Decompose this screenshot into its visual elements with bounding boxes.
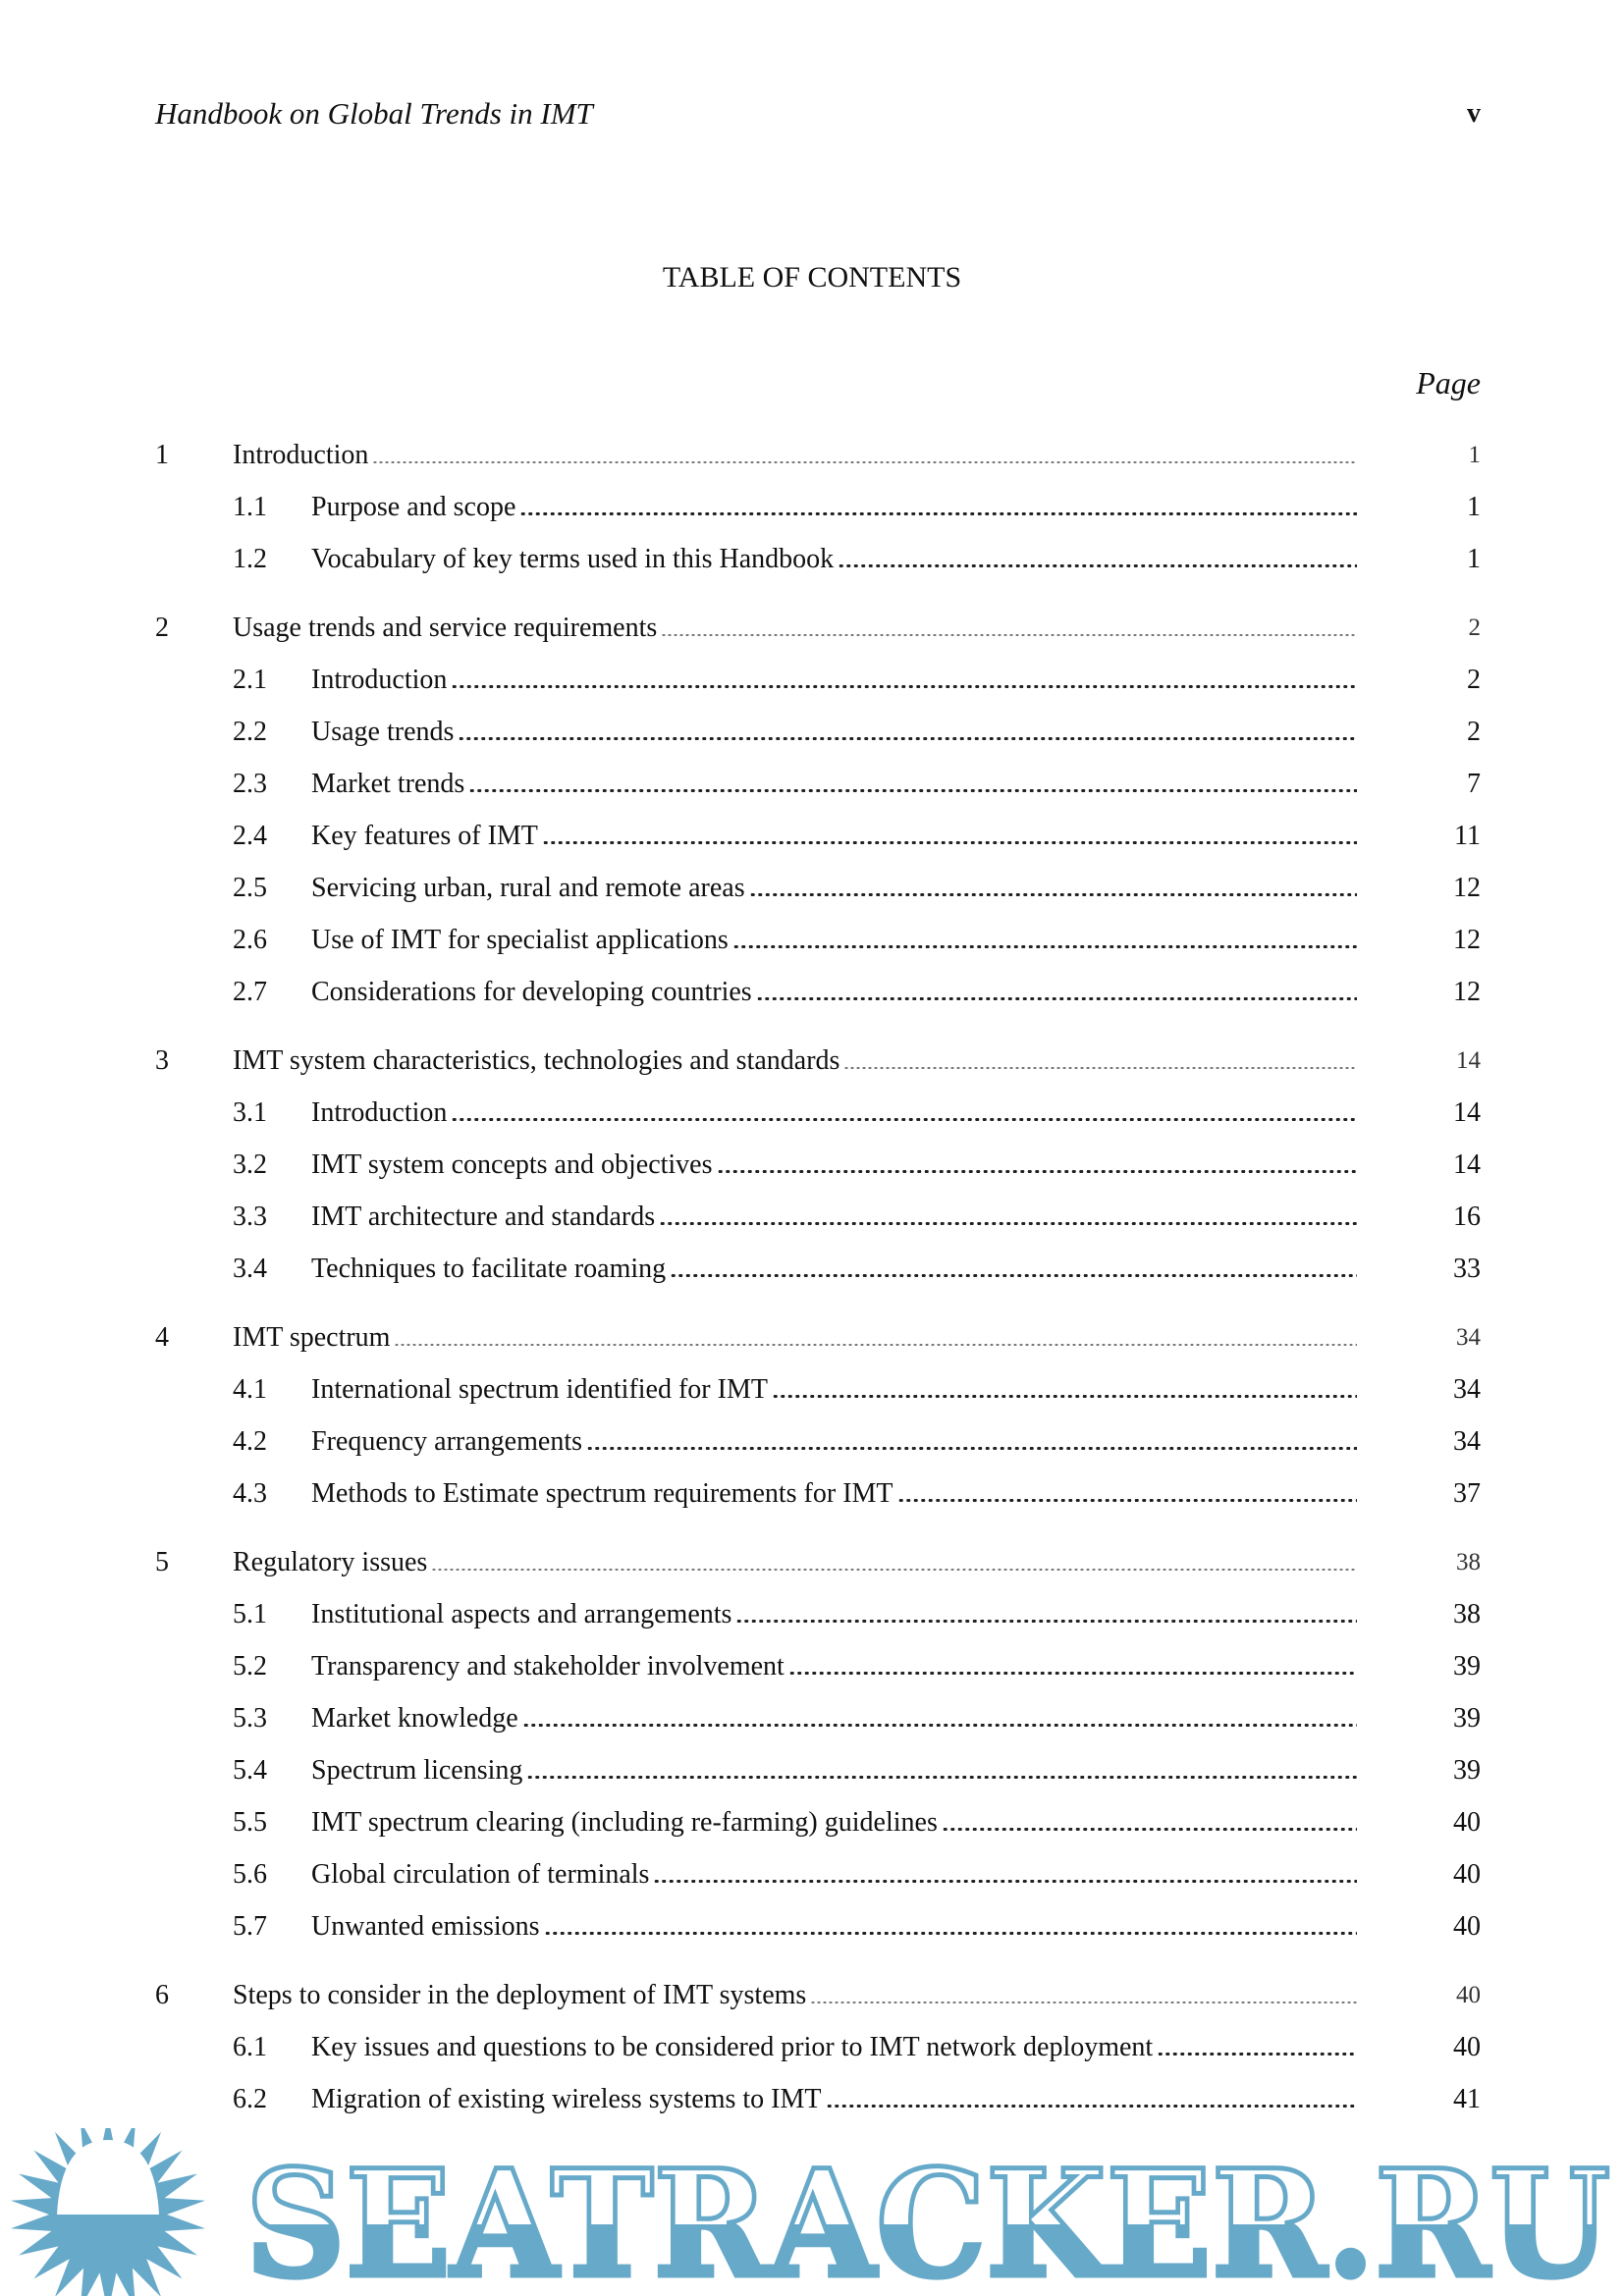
entry-number: 2.6	[233, 924, 267, 955]
dot-leader	[843, 1067, 1357, 1069]
entry-number: 5.4	[233, 1754, 267, 1786]
toc-subsection-entry[interactable]	[155, 1415, 1481, 1468]
toc-chapter-entry[interactable]	[155, 429, 1481, 481]
entry-page: 40	[1453, 1858, 1481, 1890]
toc-chapter-entry[interactable]	[155, 602, 1481, 654]
entry-page: 34	[1453, 1425, 1481, 1457]
toc-subsection-entry[interactable]	[155, 1139, 1481, 1191]
entry-title: IMT architecture and standards	[311, 1201, 656, 1232]
entry-title: Steps to consider in the deployment of IMT systems	[233, 1979, 807, 2010]
entry-page: 14	[1456, 1046, 1481, 1074]
entry-page: 39	[1453, 1754, 1481, 1786]
table-of-contents	[155, 429, 1481, 2142]
entry-title: Considerations for developing countries	[311, 976, 752, 1007]
dot-leader	[1157, 2053, 1357, 2056]
toc-subsection-entry[interactable]	[155, 1191, 1481, 1243]
entry-page: 12	[1453, 924, 1481, 955]
entry-page: 2	[1468, 614, 1481, 641]
entry-title: IMT spectrum	[233, 1321, 391, 1353]
toc-subsection-entry[interactable]	[155, 1243, 1481, 1295]
entry-number: 3.3	[233, 1201, 267, 1232]
entry-title: Institutional aspects and arrangements	[311, 1598, 732, 1629]
entry-number: 2	[155, 612, 169, 643]
toc-subsection-entry[interactable]	[155, 1087, 1481, 1139]
dot-leader	[451, 685, 1357, 688]
dot-leader	[458, 737, 1357, 740]
dot-leader	[735, 1620, 1357, 1623]
toc-subsection-entry[interactable]	[155, 914, 1481, 966]
entry-title: IMT system concepts and objectives	[311, 1148, 713, 1180]
entry-page: 39	[1453, 1650, 1481, 1682]
entry-page: 14	[1453, 1096, 1481, 1128]
entry-title: Usage trends	[311, 716, 455, 747]
entry-page: 40	[1453, 2031, 1481, 2062]
toc-chapter-entry[interactable]	[155, 1311, 1481, 1363]
entry-title: Spectrum licensing	[311, 1754, 523, 1786]
dot-leader	[526, 1776, 1357, 1779]
entry-number: 4.1	[233, 1373, 267, 1405]
toc-section	[155, 602, 1481, 1018]
entry-title: Frequency arrangements	[311, 1425, 582, 1457]
toc-subsection-entry[interactable]	[155, 810, 1481, 862]
entry-title: Key issues and questions to be considered prior to IMT network deployment	[311, 2031, 1154, 2062]
dot-leader	[372, 461, 1357, 463]
entry-number: 2.1	[233, 664, 267, 695]
entry-title: Methods to Estimate spectrum requirements for IMT	[311, 1477, 893, 1509]
entry-number: 3	[155, 1044, 169, 1076]
entry-number: 6.2	[233, 2083, 267, 2114]
entry-number: 2.5	[233, 872, 267, 903]
entry-number: 3.2	[233, 1148, 267, 1180]
toc-heading: TABLE OF CONTENTS	[662, 261, 962, 294]
entry-page: 1	[1467, 491, 1481, 522]
entry-number: 3.1	[233, 1096, 267, 1128]
toc-subsection-entry[interactable]	[155, 1692, 1481, 1744]
entry-title: Market knowledge	[311, 1702, 518, 1734]
dot-leader	[897, 1499, 1357, 1502]
entry-title: Introduction	[233, 439, 369, 470]
entry-page: 41	[1453, 2083, 1481, 2114]
dot-leader	[942, 1828, 1357, 1831]
entry-title: Introduction	[311, 664, 448, 695]
entry-title: Use of IMT for specialist applications	[311, 924, 729, 955]
entry-page: 14	[1453, 1148, 1481, 1180]
entry-page: 34	[1453, 1373, 1481, 1405]
entry-page: 39	[1453, 1702, 1481, 1734]
entry-title: IMT system characteristics, technologies and standards	[233, 1044, 840, 1076]
entry-page: 1	[1467, 543, 1481, 574]
toc-subsection-entry[interactable]	[155, 481, 1481, 533]
toc-chapter-entry[interactable]	[155, 1969, 1481, 2021]
dot-leader	[542, 841, 1357, 844]
dot-leader	[653, 1880, 1357, 1883]
dot-leader	[394, 1344, 1357, 1346]
entry-title: Techniques to facilitate roaming	[311, 1253, 667, 1284]
entry-page: 12	[1453, 872, 1481, 903]
entry-number: 5.6	[233, 1858, 267, 1890]
entry-page: 38	[1456, 1548, 1481, 1575]
entry-title: Transparency and stakeholder involvement	[311, 1650, 785, 1682]
entry-page: 11	[1454, 820, 1481, 851]
sun-star-icon	[11, 2128, 205, 2296]
toc-subsection-entry[interactable]	[155, 1468, 1481, 1520]
entry-page: 40	[1453, 1910, 1481, 1942]
entry-title: IMT spectrum clearing (including re-farming) guidelines	[311, 1806, 938, 1838]
entry-title: Migration of existing wireless systems to IMT	[311, 2083, 822, 2114]
entry-title: Vocabulary of key terms used in this Handbook	[311, 543, 835, 574]
entry-title: Regulatory issues	[233, 1546, 428, 1577]
entry-number: 2.7	[233, 976, 267, 1007]
toc-subsection-entry[interactable]	[155, 533, 1481, 585]
entry-title: Global circulation of terminals	[311, 1858, 650, 1890]
entry-number: 2.2	[233, 716, 267, 747]
dot-leader	[756, 997, 1357, 1000]
page-column-label: Page	[1416, 365, 1481, 400]
entry-title: Purpose and scope	[311, 491, 516, 522]
toc-section	[155, 429, 1481, 585]
dot-leader	[544, 1932, 1357, 1935]
toc-subsection-entry[interactable]	[155, 1588, 1481, 1640]
entry-number: 5.7	[233, 1910, 267, 1942]
dot-leader	[670, 1274, 1357, 1277]
dot-leader	[659, 1222, 1357, 1225]
entry-page: 38	[1453, 1598, 1481, 1629]
dot-leader	[431, 1569, 1357, 1571]
entry-page: 33	[1453, 1253, 1481, 1284]
dot-leader	[451, 1118, 1357, 1121]
entry-title: International spectrum identified for IMT	[311, 1373, 768, 1405]
entry-number: 1.1	[233, 491, 267, 522]
entry-page: 16	[1453, 1201, 1481, 1232]
entry-number: 2.4	[233, 820, 267, 851]
entry-title: Servicing urban, rural and remote areas	[311, 872, 745, 903]
dot-leader	[586, 1447, 1357, 1450]
dot-leader	[838, 564, 1357, 567]
toc-subsection-entry[interactable]	[155, 966, 1481, 1018]
toc-section	[155, 1969, 1481, 2125]
dot-leader	[749, 893, 1357, 896]
dot-leader	[788, 1672, 1357, 1675]
entry-page: 40	[1453, 1806, 1481, 1838]
toc-subsection-entry[interactable]	[155, 1848, 1481, 1900]
entry-number: 1	[155, 439, 169, 470]
entry-page: 34	[1456, 1323, 1481, 1351]
entry-page: 40	[1456, 1981, 1481, 2008]
page-number: v	[1467, 98, 1481, 129]
entry-title: Usage trends and service requirements	[233, 612, 658, 643]
toc-chapter-entry[interactable]	[155, 1035, 1481, 1087]
dot-leader	[522, 1724, 1357, 1727]
entry-page: 7	[1467, 768, 1481, 799]
entry-number: 2.3	[233, 768, 267, 799]
toc-subsection-entry[interactable]	[155, 1363, 1481, 1415]
entry-page: 2	[1467, 664, 1481, 695]
entry-page: 2	[1467, 716, 1481, 747]
entry-title: Unwanted emissions	[311, 1910, 540, 1942]
toc-subsection-entry[interactable]	[155, 758, 1481, 810]
toc-subsection-entry[interactable]	[155, 654, 1481, 706]
entry-number: 6.1	[233, 2031, 267, 2062]
entry-page: 12	[1453, 976, 1481, 1007]
entry-page: 1	[1468, 441, 1481, 468]
toc-subsection-entry[interactable]	[155, 1640, 1481, 1692]
entry-number: 5.5	[233, 1806, 267, 1838]
entry-title: Market trends	[311, 768, 465, 799]
dot-leader	[519, 512, 1357, 515]
entry-number: 1.2	[233, 543, 267, 574]
toc-subsection-entry[interactable]	[155, 2021, 1481, 2073]
entry-title: Introduction	[311, 1096, 448, 1128]
entry-number: 5.2	[233, 1650, 267, 1682]
dot-leader	[810, 2002, 1357, 2003]
dot-leader	[661, 634, 1357, 636]
toc-subsection-entry[interactable]	[155, 862, 1481, 914]
running-header-title: Handbook on Global Trends in IMT	[155, 96, 593, 131]
dot-leader	[717, 1170, 1357, 1173]
entry-number: 6	[155, 1979, 169, 2010]
entry-number: 5.3	[233, 1702, 267, 1734]
toc-section	[155, 1311, 1481, 1520]
entry-number: 3.4	[233, 1253, 267, 1284]
entry-title: Key features of IMT	[311, 820, 538, 851]
entry-page: 37	[1453, 1477, 1481, 1509]
dot-leader	[732, 945, 1357, 948]
toc-subsection-entry[interactable]	[155, 2073, 1481, 2125]
dot-leader	[826, 2105, 1357, 2108]
toc-subsection-entry[interactable]	[155, 706, 1481, 758]
entry-number: 4.3	[233, 1477, 267, 1509]
toc-subsection-entry[interactable]	[155, 1796, 1481, 1848]
toc-section	[155, 1536, 1481, 1952]
toc-subsection-entry[interactable]	[155, 1900, 1481, 1952]
toc-subsection-entry[interactable]	[155, 1744, 1481, 1796]
dot-leader	[468, 789, 1357, 792]
toc-section	[155, 1035, 1481, 1295]
entry-number: 5	[155, 1546, 169, 1577]
seatracker-watermark	[0, 2128, 1624, 2296]
watermark-text: SEATRACKER.RU	[245, 2138, 1610, 2296]
dot-leader	[772, 1395, 1357, 1398]
entry-number: 5.1	[233, 1598, 267, 1629]
entry-number: 4.2	[233, 1425, 267, 1457]
entry-number: 4	[155, 1321, 169, 1353]
toc-chapter-entry[interactable]	[155, 1536, 1481, 1588]
